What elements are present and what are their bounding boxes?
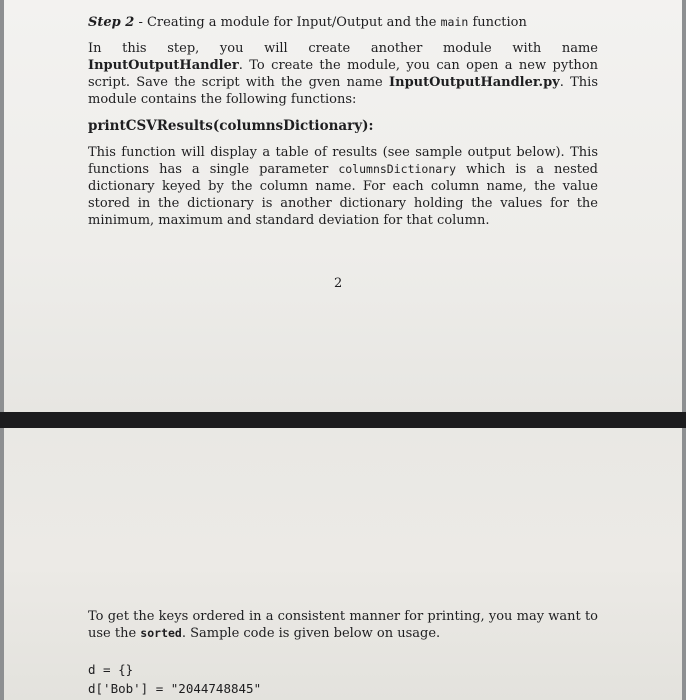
sorted-paragraph: To get the keys ordered in a consistent manner for printing, you may want to use the sorted. Sample code is given below on usage. xyxy=(88,609,598,641)
inline-code-main: main xyxy=(440,15,469,29)
step-label: Step 2 xyxy=(88,15,135,30)
module-name: InputOutputHandler xyxy=(88,58,239,73)
page-divider xyxy=(0,412,686,428)
step-heading: Step 2 - Creating a module for Input/Output and the main function xyxy=(88,15,527,30)
document-page-bottom xyxy=(4,426,682,700)
code-line: d['Bob'] = "2044748845" xyxy=(88,681,262,696)
function-heading: printCSVResults(columnsDictionary): xyxy=(88,118,374,134)
page-number: 2 xyxy=(334,276,343,291)
function-description: This function will display a table of results (see sample output below). This functions has a single parameter columnsDictionary which is a nested dictionary keyed by the column name. For each column name, the value stored in the dictionary is another dictionary holding the values for the minimum, maximum and standard deviation for that column. xyxy=(88,145,598,228)
file-name: InputOutputHandler.py xyxy=(389,75,560,90)
param-name: columnsDictionary xyxy=(338,162,457,176)
code-line: d = {} xyxy=(88,662,134,677)
inline-code-sorted: sorted xyxy=(140,626,182,640)
intro-paragraph: In this step, you will create another module with name InputOutputHandler. To create the module, you can open a new python script. Save the script with the gven name InputOutputHandler.py. This module contains the following functions: xyxy=(88,41,599,107)
